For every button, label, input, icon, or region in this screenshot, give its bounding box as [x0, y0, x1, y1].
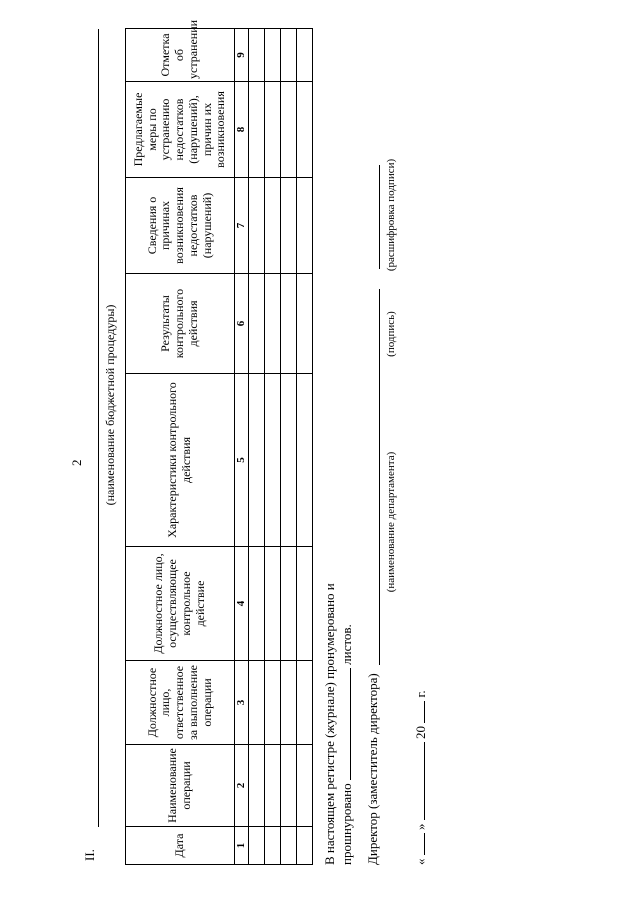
day-blank	[412, 833, 425, 855]
section-number: II.	[82, 849, 97, 861]
table-cell	[297, 29, 313, 82]
table-cell	[297, 827, 313, 865]
column-number: 2	[235, 745, 249, 827]
table-cell	[249, 29, 265, 82]
note-line-1: В настоящем регистре (журнале) пронумеровано и	[322, 583, 337, 865]
note-prefix: прошнуровано	[339, 783, 354, 865]
header-elimination-mark: Отметка об устранении	[126, 29, 235, 82]
table-cell	[249, 274, 265, 374]
table-cell	[249, 374, 265, 547]
decoding-caption: (расшифровка подписи)	[385, 158, 397, 272]
table-cell	[297, 661, 313, 745]
department-line	[379, 379, 380, 665]
table-cell	[281, 374, 297, 547]
table-header-row	[126, 29, 235, 865]
section-title-line	[98, 29, 99, 827]
column-number: 9	[235, 29, 249, 82]
numbering-note	[322, 583, 355, 865]
year-blank	[412, 701, 425, 723]
table-cell	[265, 745, 281, 827]
year-prefix: 20	[413, 726, 428, 739]
header-date: Дата	[126, 827, 235, 865]
table-cell	[297, 274, 313, 374]
table-cell	[297, 547, 313, 661]
director-label: Директор (заместитель директора)	[365, 673, 380, 865]
signature-caption: (подпись)	[385, 311, 397, 357]
decoding-line	[379, 165, 380, 269]
column-number: 3	[235, 661, 249, 745]
table-cell	[265, 661, 281, 745]
table-cell	[297, 745, 313, 827]
header-proposed-measures: Предлагаемые меры по устранению недостатков (нарушений), причин их возникновения	[126, 82, 235, 178]
table-cell	[297, 374, 313, 547]
column-number: 7	[235, 178, 249, 274]
table-cell	[265, 82, 281, 178]
table-cell	[281, 827, 297, 865]
header-controlling-official: Должностное лицо, осуществляющее контрольное действие	[126, 547, 235, 661]
table-row	[249, 29, 265, 865]
header-control-characteristics: Характеристики контрольного действия	[126, 374, 235, 547]
column-number-row	[235, 29, 249, 865]
column-number: 8	[235, 82, 249, 178]
register-table	[125, 19, 313, 865]
header-violation-causes: Сведения о причинах возникновения недостатков (нарушений)	[126, 178, 235, 274]
table-cell	[249, 661, 265, 745]
table-cell	[281, 661, 297, 745]
table-cell	[281, 745, 297, 827]
column-number: 5	[235, 374, 249, 547]
table-cell	[249, 745, 265, 827]
table-cell	[281, 29, 297, 82]
header-control-results: Результаты контрольного действия	[126, 274, 235, 374]
table-row	[297, 29, 313, 865]
table-cell	[265, 547, 281, 661]
note-suffix: листов.	[339, 624, 354, 665]
table-cell	[249, 178, 265, 274]
table-row	[281, 29, 297, 865]
header-operation-name: Наименование операции	[126, 745, 235, 827]
table-cell	[297, 178, 313, 274]
signature-line	[379, 289, 380, 379]
date-line	[412, 690, 429, 865]
table-cell	[281, 82, 297, 178]
column-number: 4	[235, 547, 249, 661]
column-number: 6	[235, 274, 249, 374]
table-cell	[249, 827, 265, 865]
sheet-count-blank	[338, 668, 351, 780]
section-caption: (наименование бюджетной процедуры)	[103, 304, 117, 506]
table-cell	[249, 82, 265, 178]
table-cell	[265, 178, 281, 274]
year-suffix: г.	[413, 690, 428, 698]
note-line-2	[338, 583, 355, 865]
table-cell	[281, 547, 297, 661]
table-row	[265, 29, 281, 865]
date-open-quote: «	[413, 858, 428, 865]
table-cell	[265, 374, 281, 547]
table-cell	[249, 547, 265, 661]
table-cell	[281, 178, 297, 274]
page-number: 2	[69, 459, 84, 466]
table-cell	[265, 274, 281, 374]
department-caption: (наименование департамента)	[385, 451, 397, 593]
date-close-quote: »	[413, 823, 428, 830]
table-cell	[265, 827, 281, 865]
month-blank	[412, 742, 425, 820]
table-cell	[281, 274, 297, 374]
table-cell	[265, 29, 281, 82]
header-responsible-official: Должностное лицо, ответственное за выполнение операции	[126, 661, 235, 745]
table-cell	[297, 82, 313, 178]
column-number: 1	[235, 827, 249, 865]
